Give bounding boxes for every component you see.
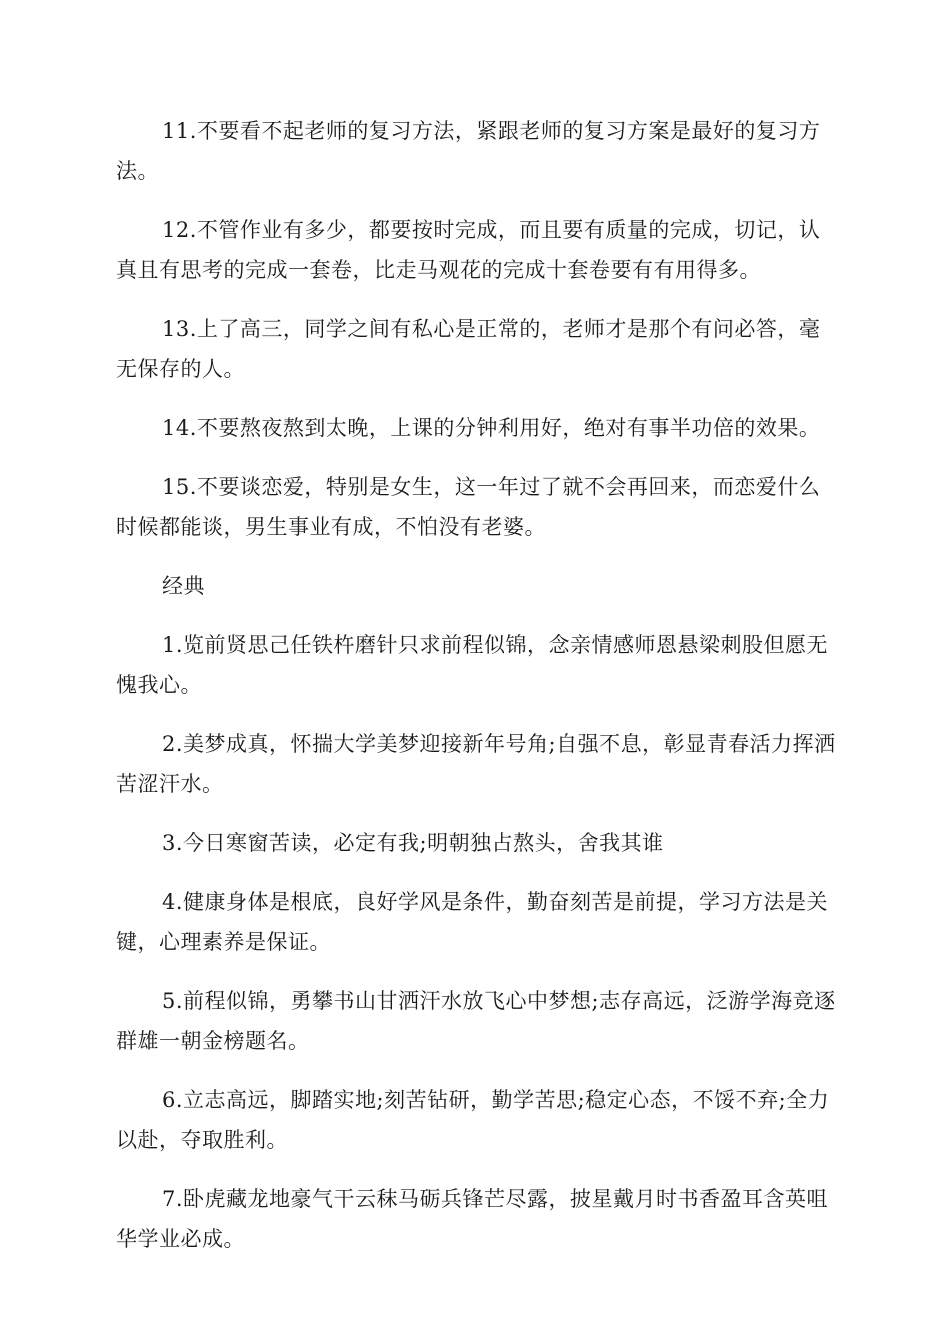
paragraph-15: 15.不要谈恋爱，特别是女生，这一年过了就不会再回来，而恋爱什么时候都能谈，男生事业有成，不怕没有老婆。 [116, 475, 821, 539]
classic-item-3: 3.今日寒窗苦读，必定有我;明朝独占熬头，舍我其谁 [162, 831, 664, 855]
section-heading-classic: 经典 [162, 574, 205, 598]
document-body [116, 111, 836, 1278]
paragraph-11: 11.不要看不起老师的复习方法，紧跟老师的复习方案是最好的复习方法。 [116, 119, 821, 183]
classic-item-6: 6.立志高远，脚踏实地;刻苦钻研，勤学苦思;稳定心态，不馁不弃;全力以赴，夺取胜利。 [116, 1088, 830, 1152]
paragraph-12: 12.不管作业有多少，都要按时完成，而且要有质量的完成，切记，认真且有思考的完成一套卷，比走马观花的完成十套卷要有有用得多。 [116, 218, 821, 282]
paragraph-13: 13.上了高三，同学之间有私心是正常的，老师才是那个有问必答，毫无保存的人。 [116, 317, 821, 381]
classic-item-7: 7.卧虎藏龙地豪气干云秣马砺兵锋芒尽露，披星戴月时书香盈耳含英咀华学业必成。 [116, 1187, 829, 1251]
classic-item-5: 5.前程似锦，勇攀书山甘洒汗水放飞心中梦想;志存高远，泛游学海竞逐群雄一朝金榜题名。 [116, 989, 836, 1053]
paragraph-14: 14.不要熬夜熬到太晚，上课的分钟利用好，绝对有事半功倍的效果。 [162, 416, 821, 440]
classic-item-1: 1.览前贤思己任铁杵磨针只求前程似锦，念亲情感师恩悬梁刺股但愿无愧我心。 [116, 633, 829, 697]
classic-item-4: 4.健康身体是根底，良好学风是条件，勤奋刻苦是前提，学习方法是关键，心理素养是保证。 [116, 890, 829, 954]
classic-item-2: 2.美梦成真，怀揣大学美梦迎接新年号角;自强不息，彰显青春活力挥洒苦涩汗水。 [116, 732, 836, 796]
